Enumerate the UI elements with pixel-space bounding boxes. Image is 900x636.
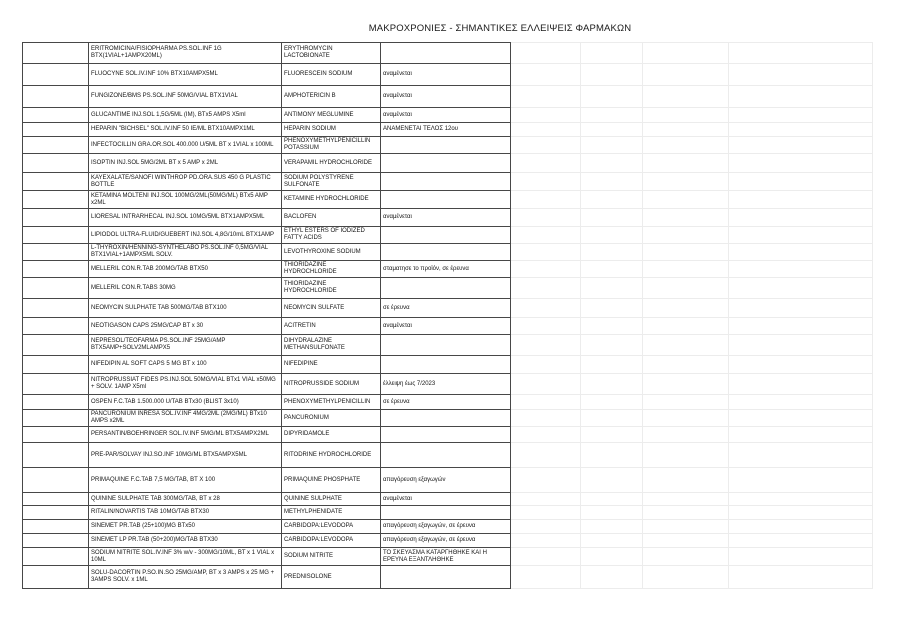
- product-cell: L-THYROXIN/HENNING-SYNTHELABO PS.SOL.INF 0,5MG/VIAL BTX1VIAL+1AMPX5ML SOLV.: [89, 244, 282, 261]
- empty-grid-cell: [729, 410, 873, 427]
- empty-grid-cell: [643, 520, 729, 534]
- empty-grid-cell: [511, 209, 581, 227]
- table-row: [23, 520, 873, 534]
- empty-grid-cell: [511, 534, 581, 548]
- empty-grid-cell: [729, 299, 873, 318]
- empty-grid-cell: [581, 356, 643, 374]
- empty-grid-cell: [643, 534, 729, 548]
- empty-grid-cell: [729, 493, 873, 506]
- empty-grid-cell: [511, 520, 581, 534]
- status-cell: ΤΟ ΣΚΕΥΑΣΜΑ ΚΑΤΑΡΓΗΘΗΚΕ ΚΑΙ Η ΕΡΕΥΝΑ ΕΞΑΝΤΛΗΘΗΚΕ: [381, 548, 511, 566]
- status-cell: [381, 227, 511, 244]
- row-blank-cell: [23, 520, 89, 534]
- empty-grid-cell: [581, 173, 643, 191]
- table-row: [23, 137, 873, 154]
- empty-grid-cell: [581, 299, 643, 318]
- empty-grid-cell: [729, 227, 873, 244]
- empty-grid-cell: [581, 137, 643, 154]
- row-blank-cell: [23, 123, 89, 137]
- status-cell: [381, 427, 511, 443]
- status-cell: ΑΝΑΜΕΝΕΤΑΙ ΤΕΛΟΣ 12ου: [381, 123, 511, 137]
- table-row: [23, 395, 873, 410]
- empty-grid-cell: [643, 410, 729, 427]
- empty-grid-cell: [581, 86, 643, 108]
- active-substance-cell: RITODRINE HYDROCHLORIDE: [282, 443, 381, 468]
- active-substance-cell: BACLOFEN: [282, 209, 381, 227]
- empty-grid-cell: [581, 493, 643, 506]
- empty-grid-cell: [581, 227, 643, 244]
- empty-grid-cell: [643, 64, 729, 86]
- empty-grid-cell: [511, 468, 581, 493]
- row-blank-cell: [23, 64, 89, 86]
- row-blank-cell: [23, 548, 89, 566]
- row-blank-cell: [23, 493, 89, 506]
- active-substance-cell: PHENOXYMETHYLPENICILLIN: [282, 395, 381, 410]
- active-substance-cell: SODIUM POLYSTYRENE SULFONATE: [282, 173, 381, 191]
- empty-grid-cell: [643, 43, 729, 64]
- active-substance-cell: ACITRETIN: [282, 318, 381, 335]
- active-substance-cell: NEOMYCIN SULFATE: [282, 299, 381, 318]
- empty-grid-cell: [581, 64, 643, 86]
- empty-grid-cell: [643, 86, 729, 108]
- table-row: [23, 299, 873, 318]
- empty-grid-cell: [729, 64, 873, 86]
- empty-grid-cell: [581, 108, 643, 123]
- empty-grid-cell: [643, 356, 729, 374]
- empty-grid-cell: [729, 468, 873, 493]
- empty-grid-cell: [643, 427, 729, 443]
- empty-grid-cell: [643, 173, 729, 191]
- table-row: [23, 209, 873, 227]
- active-substance-cell: DIHYDRALAZINE METHANSULFONATE: [282, 335, 381, 356]
- empty-grid-cell: [729, 173, 873, 191]
- empty-grid-cell: [729, 566, 873, 589]
- status-cell: αναμένεται: [381, 108, 511, 123]
- row-blank-cell: [23, 278, 89, 299]
- status-cell: σταματησε το προϊόν, σε έρευνα: [381, 261, 511, 278]
- active-substance-cell: ETHYL ESTERS OF IODIZED FATTY ACIDS: [282, 227, 381, 244]
- empty-grid-cell: [643, 506, 729, 520]
- row-blank-cell: [23, 173, 89, 191]
- empty-grid-cell: [511, 43, 581, 64]
- status-cell: σε έρευνα: [381, 395, 511, 410]
- product-cell: OSPEN F.C.TAB 1.500.000 U/TAB BTx30 (BLIST 3x10): [89, 395, 282, 410]
- empty-grid-cell: [581, 443, 643, 468]
- status-cell: [381, 506, 511, 520]
- active-substance-cell: NITROPRUSSIDE SODIUM: [282, 374, 381, 395]
- active-substance-cell: HEPARIN SODIUM: [282, 123, 381, 137]
- active-substance-cell: DIPYRIDAMOLE: [282, 427, 381, 443]
- empty-grid-cell: [511, 443, 581, 468]
- empty-grid-cell: [511, 173, 581, 191]
- product-cell: LIORESAL INTRARHECAL INJ.SOL 10MG/5ML BTX1AMPX5ML: [89, 209, 282, 227]
- empty-grid-cell: [581, 335, 643, 356]
- empty-grid-cell: [581, 374, 643, 395]
- empty-grid-cell: [643, 191, 729, 209]
- empty-grid-cell: [581, 154, 643, 173]
- empty-grid-cell: [729, 278, 873, 299]
- row-blank-cell: [23, 356, 89, 374]
- empty-grid-cell: [511, 244, 581, 261]
- product-cell: GLUCANTIME INJ.SOL 1,5G/5ML (IM), BTx5 AMPS X5ml: [89, 108, 282, 123]
- status-cell: αναμένεται: [381, 209, 511, 227]
- product-cell: PRIMAQUINE F.C.TAB 7,5 MG/TAB, BT X 100: [89, 468, 282, 493]
- status-cell: [381, 278, 511, 299]
- empty-grid-cell: [581, 548, 643, 566]
- empty-grid-cell: [511, 64, 581, 86]
- empty-grid-cell: [643, 335, 729, 356]
- product-cell: FLUOCYNE SOL.IV.INF 10% BTX10AMPX5ML: [89, 64, 282, 86]
- table-row: [23, 427, 873, 443]
- active-substance-cell: NIFEDIPINE: [282, 356, 381, 374]
- empty-grid-cell: [729, 427, 873, 443]
- row-blank-cell: [23, 374, 89, 395]
- table-row: [23, 227, 873, 244]
- status-cell: [381, 173, 511, 191]
- empty-grid-cell: [643, 566, 729, 589]
- empty-grid-cell: [581, 520, 643, 534]
- empty-grid-cell: [729, 123, 873, 137]
- empty-grid-cell: [643, 443, 729, 468]
- row-blank-cell: [23, 427, 89, 443]
- empty-grid-cell: [511, 566, 581, 589]
- active-substance-cell: AMPHOTERICIN B: [282, 86, 381, 108]
- empty-grid-cell: [643, 278, 729, 299]
- status-cell: αναμένεται: [381, 493, 511, 506]
- empty-grid-cell: [581, 566, 643, 589]
- table-row: [23, 548, 873, 566]
- status-cell: [381, 191, 511, 209]
- empty-grid-cell: [581, 395, 643, 410]
- table-row: [23, 191, 873, 209]
- empty-grid-cell: [643, 299, 729, 318]
- empty-grid-cell: [511, 261, 581, 278]
- status-cell: [381, 410, 511, 427]
- status-cell: [381, 443, 511, 468]
- active-substance-cell: SODIUM NITRITE: [282, 548, 381, 566]
- empty-grid-cell: [581, 318, 643, 335]
- status-cell: σε έρευνα: [381, 299, 511, 318]
- row-blank-cell: [23, 227, 89, 244]
- empty-grid-cell: [581, 43, 643, 64]
- empty-grid-cell: [729, 395, 873, 410]
- empty-grid-cell: [729, 335, 873, 356]
- empty-grid-cell: [643, 318, 729, 335]
- empty-grid-cell: [729, 534, 873, 548]
- empty-grid-cell: [643, 395, 729, 410]
- active-substance-cell: FLUORESCEIN SODIUM: [282, 64, 381, 86]
- empty-grid-cell: [511, 374, 581, 395]
- status-cell: [381, 154, 511, 173]
- status-cell: απαγόρευση εξαγωγών, σε έρευνα: [381, 520, 511, 534]
- row-blank-cell: [23, 108, 89, 123]
- active-substance-cell: PANCURONIUM: [282, 410, 381, 427]
- row-blank-cell: [23, 43, 89, 64]
- empty-grid-cell: [581, 427, 643, 443]
- empty-grid-cell: [581, 123, 643, 137]
- empty-grid-cell: [729, 548, 873, 566]
- row-blank-cell: [23, 318, 89, 335]
- table-row: [23, 123, 873, 137]
- status-cell: έλλειψη έως 7/2023: [381, 374, 511, 395]
- product-cell: QUININE SULPHATE TAB 300MG/TAB, BT x 28: [89, 493, 282, 506]
- table-row: [23, 566, 873, 589]
- product-cell: ERITROMICINA/FISIOPHARMA PS.SOL.INF 1G BTX(1VIAL+1AMPX20ML): [89, 43, 282, 64]
- empty-grid-cell: [729, 318, 873, 335]
- drug-shortage-table: [22, 42, 873, 589]
- empty-grid-cell: [643, 374, 729, 395]
- product-cell: NEOMYCIN SULPHATE TAB 500MG/TAB BTX100: [89, 299, 282, 318]
- empty-grid-cell: [511, 410, 581, 427]
- table-row: [23, 534, 873, 548]
- empty-grid-cell: [729, 86, 873, 108]
- empty-grid-cell: [643, 493, 729, 506]
- status-cell: [381, 137, 511, 154]
- active-substance-cell: METHYLPHENIDATE: [282, 506, 381, 520]
- table-row: [23, 506, 873, 520]
- product-cell: KETAMINA MOLTENI INJ.SOL 100MG/2ML(50MG/ML) BTx5 AMP x2ML: [89, 191, 282, 209]
- row-blank-cell: [23, 209, 89, 227]
- table-row: [23, 108, 873, 123]
- empty-grid-cell: [729, 191, 873, 209]
- active-substance-cell: CARBIDOPA:LEVODOPA: [282, 520, 381, 534]
- empty-grid-cell: [511, 154, 581, 173]
- table-row: [23, 64, 873, 86]
- row-blank-cell: [23, 410, 89, 427]
- row-blank-cell: [23, 395, 89, 410]
- empty-grid-cell: [511, 123, 581, 137]
- status-cell: αναμένεται: [381, 86, 511, 108]
- product-cell: NEPRESOL/TEOFARMA PS.SOL.INF 25MG/AMP BTX5AMP+SOLV2MLAMPX5: [89, 335, 282, 356]
- status-cell: απαγόρευση εξαγωγών: [381, 468, 511, 493]
- empty-grid-cell: [511, 335, 581, 356]
- product-cell: SINEMET PR.TAB (25+100)MG BTx50: [89, 520, 282, 534]
- table-row: [23, 318, 873, 335]
- empty-grid-cell: [643, 209, 729, 227]
- empty-grid-cell: [511, 493, 581, 506]
- row-blank-cell: [23, 261, 89, 278]
- table-row: [23, 410, 873, 427]
- row-blank-cell: [23, 566, 89, 589]
- empty-grid-cell: [729, 261, 873, 278]
- product-cell: FUNGIZONE/BMS PS.SOL.INF 50MG/VIAL BTX1VIAL: [89, 86, 282, 108]
- empty-grid-cell: [729, 154, 873, 173]
- product-cell: SODIUM NITRITE SOL.IV.INF 3% w/v - 300MG/10ML, BT x 1 VIAL x 10ML: [89, 548, 282, 566]
- row-blank-cell: [23, 191, 89, 209]
- status-cell: [381, 43, 511, 64]
- empty-grid-cell: [581, 506, 643, 520]
- empty-grid-cell: [511, 299, 581, 318]
- table-row: [23, 278, 873, 299]
- empty-grid-cell: [643, 154, 729, 173]
- empty-grid-cell: [581, 191, 643, 209]
- row-blank-cell: [23, 335, 89, 356]
- empty-grid-cell: [729, 443, 873, 468]
- page-title: ΜΑΚΡΟΧΡΟΝΙΕΣ - ΣΗΜΑΝΤΙΚΕΣ ΕΛΛΕΙΨΕΙΣ ΦΑΡΜΑΚΩΝ: [368, 23, 632, 34]
- empty-grid-cell: [729, 43, 873, 64]
- table-row: [23, 356, 873, 374]
- table-row: [23, 86, 873, 108]
- product-cell: SINEMET LP PR.TAB (50+200)MG/TAB BTX30: [89, 534, 282, 548]
- empty-grid-cell: [729, 356, 873, 374]
- product-cell: HEPARIN "BICHSEL" SOL.IV.INF 50 IE/ML BTX10AMPX1ML: [89, 123, 282, 137]
- row-blank-cell: [23, 534, 89, 548]
- product-cell: NIFEDIPIN AL SOFT CAPS 5 MG BT x 100: [89, 356, 282, 374]
- product-cell: MELLERIL CON.R.TABS 30MG: [89, 278, 282, 299]
- table-row: [23, 335, 873, 356]
- row-blank-cell: [23, 299, 89, 318]
- active-substance-cell: KETAMINE HYDROCHLORIDE: [282, 191, 381, 209]
- product-cell: INFECTOCILLIN GRA.OR.SOL 400.000 U/5ML BT x 1VIAL x 100ML: [89, 137, 282, 154]
- table-row: [23, 173, 873, 191]
- product-cell: RITALIN/NOVARTIS TAB 10MG/TAB BTX30: [89, 506, 282, 520]
- empty-grid-cell: [581, 209, 643, 227]
- product-cell: KAYEXALATE/SANOFI WINTHROP PD.ORA.SUS 450 G PLASTIC BOTTLE: [89, 173, 282, 191]
- status-cell: [381, 356, 511, 374]
- table-row: [23, 374, 873, 395]
- table-row: [23, 261, 873, 278]
- status-cell: αναμένεται: [381, 64, 511, 86]
- row-blank-cell: [23, 244, 89, 261]
- row-blank-cell: [23, 443, 89, 468]
- active-substance-cell: VERAPAMIL HYDROCHLORIDE: [282, 154, 381, 173]
- empty-grid-cell: [581, 244, 643, 261]
- empty-grid-cell: [643, 123, 729, 137]
- empty-grid-cell: [511, 356, 581, 374]
- active-substance-cell: CARBIDOPA:LEVODOPA: [282, 534, 381, 548]
- empty-grid-cell: [729, 108, 873, 123]
- empty-grid-cell: [581, 261, 643, 278]
- empty-grid-cell: [643, 137, 729, 154]
- status-cell: [381, 244, 511, 261]
- empty-grid-cell: [511, 137, 581, 154]
- empty-grid-cell: [729, 520, 873, 534]
- empty-grid-cell: [581, 410, 643, 427]
- product-cell: SOLU-DACORTIN P.SO.IN.SO 25MG/AMP, BT x 3 AMPS x 25 MG + 3AMPS SOLV. x 1ML: [89, 566, 282, 589]
- table-row: [23, 493, 873, 506]
- empty-grid-cell: [643, 244, 729, 261]
- table-row: [23, 244, 873, 261]
- row-blank-cell: [23, 86, 89, 108]
- empty-grid-cell: [581, 468, 643, 493]
- product-cell: PANCURONIUM INRESA SOL.IV.INF 4MG/2ML (2MG/ML) BTx10 AMPS x2ML: [89, 410, 282, 427]
- empty-grid-cell: [729, 209, 873, 227]
- empty-grid-cell: [643, 468, 729, 493]
- table-row: [23, 468, 873, 493]
- empty-grid-cell: [511, 227, 581, 244]
- active-substance-cell: ERYTHROMYCIN LACTOBIONATE: [282, 43, 381, 64]
- product-cell: NITROPRUSSIAT FIDES PS.INJ.SOL 50MG/VIAL BTx1 VIAL x50MG + SOLV. 1AMP X5ml: [89, 374, 282, 395]
- row-blank-cell: [23, 468, 89, 493]
- row-blank-cell: [23, 154, 89, 173]
- empty-grid-cell: [643, 548, 729, 566]
- empty-grid-cell: [511, 395, 581, 410]
- status-cell: αναμένεται: [381, 318, 511, 335]
- status-cell: απαγόρευση εξαγωγών, σε έρευνα: [381, 534, 511, 548]
- empty-grid-cell: [643, 261, 729, 278]
- empty-grid-cell: [511, 278, 581, 299]
- row-blank-cell: [23, 506, 89, 520]
- empty-grid-cell: [643, 108, 729, 123]
- active-substance-cell: THIORIDAZINE HYDROCHLORIDE: [282, 261, 381, 278]
- status-cell: [381, 335, 511, 356]
- empty-grid-cell: [729, 244, 873, 261]
- empty-grid-cell: [643, 227, 729, 244]
- active-substance-cell: PREDNISOLONE: [282, 566, 381, 589]
- row-blank-cell: [23, 137, 89, 154]
- empty-grid-cell: [729, 506, 873, 520]
- product-cell: ISOPTIN INJ.SOL 5MG/2ML BT x 5 AMP x 2ML: [89, 154, 282, 173]
- active-substance-cell: ANTIMONY MEGLUMINE: [282, 108, 381, 123]
- table-row: [23, 443, 873, 468]
- empty-grid-cell: [511, 318, 581, 335]
- active-substance-cell: QUININE SULPHATE: [282, 493, 381, 506]
- table-row: [23, 154, 873, 173]
- empty-grid-cell: [511, 108, 581, 123]
- empty-grid-cell: [511, 86, 581, 108]
- product-cell: MELLERIL CON.R.TAB 200MG/TAB BTX50: [89, 261, 282, 278]
- product-cell: NEOTIGASON CAPS 25MG/CAP BT x 30: [89, 318, 282, 335]
- empty-grid-cell: [511, 191, 581, 209]
- empty-grid-cell: [729, 374, 873, 395]
- product-cell: PERSANTIN/BOEHRINGER SOL.IV.INF 5MG/ML BTX5AMPX2ML: [89, 427, 282, 443]
- active-substance-cell: PHENOXYMETHYLPENICILLIN POTASSIUM: [282, 137, 381, 154]
- product-cell: PRE-PAR/SOLVAY INJ.SO.INF 10MG/ML BTX5AMPX5ML: [89, 443, 282, 468]
- active-substance-cell: THIORIDAZINE HYDROCHLORIDE: [282, 278, 381, 299]
- status-cell: [381, 566, 511, 589]
- empty-grid-cell: [511, 427, 581, 443]
- empty-grid-cell: [511, 548, 581, 566]
- active-substance-cell: PRIMAQUINE PHOSPHATE: [282, 468, 381, 493]
- empty-grid-cell: [581, 534, 643, 548]
- active-substance-cell: LEVOTHYROXINE SODIUM: [282, 244, 381, 261]
- table-row: [23, 43, 873, 64]
- empty-grid-cell: [581, 278, 643, 299]
- product-cell: LIPIODOL ULTRA-FLUID/GUEBERT INJ.SOL 4,8G/10mL BTX1AMP: [89, 227, 282, 244]
- empty-grid-cell: [511, 506, 581, 520]
- empty-grid-cell: [729, 137, 873, 154]
